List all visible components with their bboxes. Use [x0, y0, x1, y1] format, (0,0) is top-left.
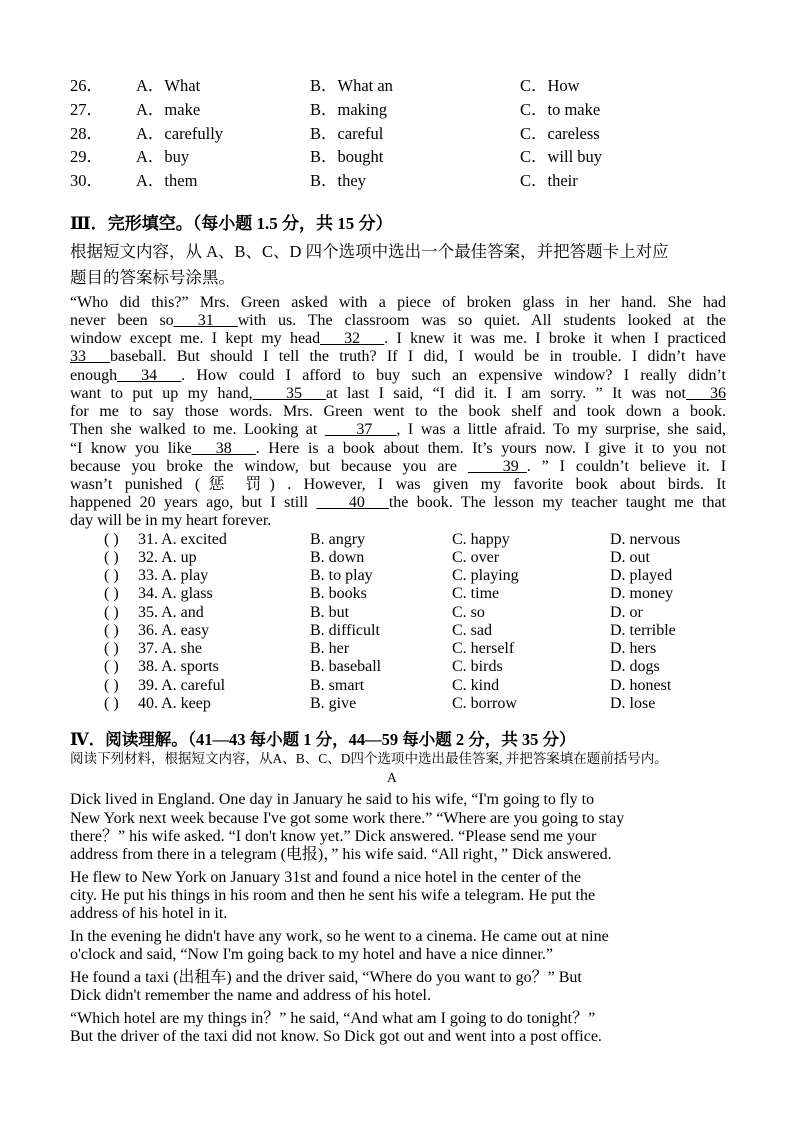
passage-line: because you broke the window, but because you are ___39_. ” I couldn’t believe it. I	[70, 458, 727, 475]
passage-line: want to put up my hand, ___35___at last I said, “I did it. I am sorry. ” It was not___36	[70, 385, 727, 402]
option-c: C．to make	[520, 100, 601, 119]
section-3-instructions: 根据短文内容，从 A、B、C、D 四个选项中选出一个最佳答案，并把答题卡上对应	[70, 242, 669, 261]
reading-line: Dick didn't remember the name and address of his hotel.	[70, 987, 431, 1004]
reading-line: o'clock and said, “Now I'm going back to my hotel and have a nice dinner.”	[70, 946, 553, 963]
option-b: B．careful	[310, 124, 384, 143]
reading-line: address from there in a telegram (电报)，” his wife said. “All right，” Dick answered.	[70, 846, 612, 863]
passage-line: enough___34___. How could I afford to buy such an expensive window? I really didn’t	[70, 367, 726, 384]
option-c: C．careless	[520, 124, 600, 143]
blank-39: ___39_	[467, 458, 527, 475]
section-3-heading: Ⅲ．完形填空。（每小题 1.5 分，共 15 分）	[70, 214, 393, 233]
option-b: B．bought	[310, 147, 384, 166]
passage-line: wasn’t punished (惩 罚) . However, I was given my favorite book about birds. It	[70, 476, 726, 493]
exam-page: 26． A．What B．What an C．How 27． A．make B．making C．to make 28． A．carefully B．careful C．careless 29． A．buy B．bought C．will buy 30． A．them B．they C．their Ⅲ．完形填空。（每小题 1.5 分，共 15 分） 根据短文内容，从 A、B、C、D 四个选项中选出一个最佳答案，并把答题卡上对应 题目的答案标号涂黑。 “Who did this?” Mrs. Green asked with a piece of broken glass in her hand. She had never been so___31___with us. The classroom was so quiet. All students looked at the window except me. I kept my head___32___. I knew it was me. I broke it when I practiced 33___baseball. But should I tell the truth? If I did, I would be in trouble. I didn’t have enough___34___. How could I afford to buy such an expensive window? I really didn’t want to put up my hand, ___35___at last I said, “I did it. I am sorry. ” It was not___36 for me to say those words. Mrs. Green went to the book shelf and took down a book. Then she walked to me. Looking at ___37___, I was a little afraid. To my surprise, she said, “I know you like___38___. Here is a book about them. It’s yours now. I give it to you not because you broke the window, but because you are ___39_. ” I couldn’t believe it. I wasn’t punished (惩 罚) . However, I was given my favorite book about birds. It happened 20 years ago, but I still ___40___the book. The lesson my teacher taught me that day will be in my heart forever. ( ) 31. A. excited B. angry C. happy D. nervous ( ) 32. A. up B. down C. over D. out ( ) 33. A. play B. to play C. playing D. played ( ) 34. A. glass B. books C. time D. money ( ) 35. A. and B. but C. so D. or ( ) 36. A. easy B. difficult C. sad D. terrible ( ) 37. A. she B. her C. herself D. hers ( ) 38. A. sports B. baseball C. birds D. dogs ( ) 39. A. careful B. smart C. kind D. honest ( ) 40. A. keep B. give C. borrow D. lose Ⅳ．阅读理解。（41—43 每小题 1 分，44—59 每小题 2 分，共 35 分） 阅读下列材料，根据短文内容，从A、B、C、D四个选项中选出最佳答案, 并把答案填在题前括号内。 A Dick lived in England. One day in January he said to his wife, “I'm going to fly to New York next week because I've got some work there.” “Where are you going to stay there？” his wife asked. “I don't know yet.” Dick answered. “Please send me your address from there in a telegram (电报)，” his wife said. “All right，” Dick answered. He flew to New York on January 31st and found a nice hotel in the center of the city. He put his things in his room and then he sent his wife a telegram. He put the address of his hotel in it. In the evening he didn't have any work, so he went to a cinema. He came out at nine o'clock and said, “Now I'm going back to my hotel and have a nice dinner.” He found a taxi (出租车) and the driver said, “Where do you want to go？” But Dick didn't remember the name and address of his hotel. “Which hotel are my things in？” he said, “And what am I going to do tonight？” But the driver of the taxi did not know. So Dick got out and went into a post office.	[70, 76, 727, 1045]
section-3-instructions: 题目的答案标号涂黑。	[70, 268, 235, 287]
blank-33: 33___	[70, 348, 110, 365]
reading-line: He flew to New York on January 31st and found a nice hotel in the center of the	[70, 869, 581, 886]
reading-line: there？” his wife asked. “I don't know yet.” Dick answered. “Please send me your	[70, 828, 597, 845]
answer-blank[interactable]: ( )	[104, 549, 119, 566]
passage-line: window except me. I kept my head___32___. I knew it was me. I broke it when I practiced	[70, 330, 727, 347]
passage-label: A	[387, 770, 397, 785]
answer-blank[interactable]: ( )	[104, 622, 119, 639]
blank-36: ___36	[686, 385, 727, 402]
passage-line: “Who did this?” Mrs. Green asked with a piece of broken glass in her hand. She had	[70, 294, 726, 311]
passage-line: happened 20 years ago, but I still ___40___the book. The lesson my teacher taught me that	[70, 494, 726, 511]
passage-line: “I know you like___38___. Here is a book about them. It’s yours now. I give it to you not	[70, 440, 726, 457]
answer-blank[interactable]: ( )	[104, 658, 119, 675]
blank-38: ___38___	[191, 440, 256, 457]
section-4-instructions: 阅读下列材料，根据短文内容，从A、B、C、D四个选项中选出最佳答案, 并把答案填在题前括号内。	[70, 751, 668, 766]
reading-line: He found a taxi (出租车) and the driver said, “Where do you want to go？” But	[70, 969, 582, 986]
passage-line: 33___baseball. But should I tell the truth? If I did, I would be in trouble. I didn’t have	[70, 348, 726, 365]
option-a: A．carefully	[136, 124, 224, 143]
option-c: C．How	[520, 76, 580, 95]
reading-line: city. He put his things in his room and then he sent his wife a telegram. He put the	[70, 887, 596, 904]
blank-34: ___34___	[117, 367, 182, 384]
option-a: A．them	[136, 171, 198, 190]
passage-line: for me to say those words. Mrs. Green went to the book shelf and took down a book.	[70, 403, 726, 420]
blank-35: ___35___	[252, 385, 327, 402]
answer-blank[interactable]: ( )	[104, 677, 119, 694]
question-number: 26．	[70, 76, 103, 95]
question-number: 30．	[70, 171, 103, 190]
blank-40: ___40___	[316, 494, 389, 511]
answer-blank[interactable]: ( )	[104, 604, 119, 621]
passage-line: never been so___31___with us. The classroom was so quiet. All students looked at the	[70, 312, 726, 329]
passage-line: Then she walked to me. Looking at ___37___, I was a little afraid. To my surprise, she said,	[70, 421, 727, 438]
reading-line: In the evening he didn't have any work, so he went to a cinema. He came out at nine	[70, 928, 609, 945]
reading-line: New York next week because I've got some work there.” “Where are you going to stay	[70, 810, 625, 827]
answer-blank[interactable]: ( )	[104, 640, 119, 657]
answer-blank[interactable]: ( )	[104, 695, 119, 712]
reading-line: “Which hotel are my things in？” he said, “And what am I going to do tonight？”	[70, 1010, 596, 1027]
blank-31: ___31___	[173, 312, 238, 329]
question-number: 27．	[70, 100, 103, 119]
option-b: B．making	[310, 100, 387, 119]
option-c: C．their	[520, 171, 578, 190]
blank-32: ___32___	[320, 330, 385, 347]
option-a: A．make	[136, 100, 201, 119]
question-number: 29．	[70, 147, 103, 166]
answer-blank[interactable]: ( )	[104, 585, 119, 602]
blank-37: ___37___	[324, 421, 397, 438]
answer-blank[interactable]: ( )	[104, 531, 119, 548]
answer-blank[interactable]: ( )	[104, 567, 119, 584]
section-4-heading: Ⅳ．阅读理解。（41—43 每小题 1 分，44—59 每小题 2 分，共 35 分）	[70, 730, 576, 749]
question-number: 28．	[70, 124, 103, 143]
passage-line: day will be in my heart forever.	[70, 512, 272, 529]
reading-line: But the driver of the taxi did not know. So Dick got out and went into a post office.	[70, 1028, 602, 1045]
reading-line: Dick lived in England. One day in January he said to his wife, “I'm going to fly to	[70, 791, 595, 808]
option-a: A．buy	[136, 147, 190, 166]
option-a: A．What	[136, 76, 201, 95]
reading-line: address of his hotel in it.	[70, 905, 228, 922]
option-b: B．What an	[310, 76, 393, 95]
option-b: B．they	[310, 171, 366, 190]
option-c: C．will buy	[520, 147, 603, 166]
